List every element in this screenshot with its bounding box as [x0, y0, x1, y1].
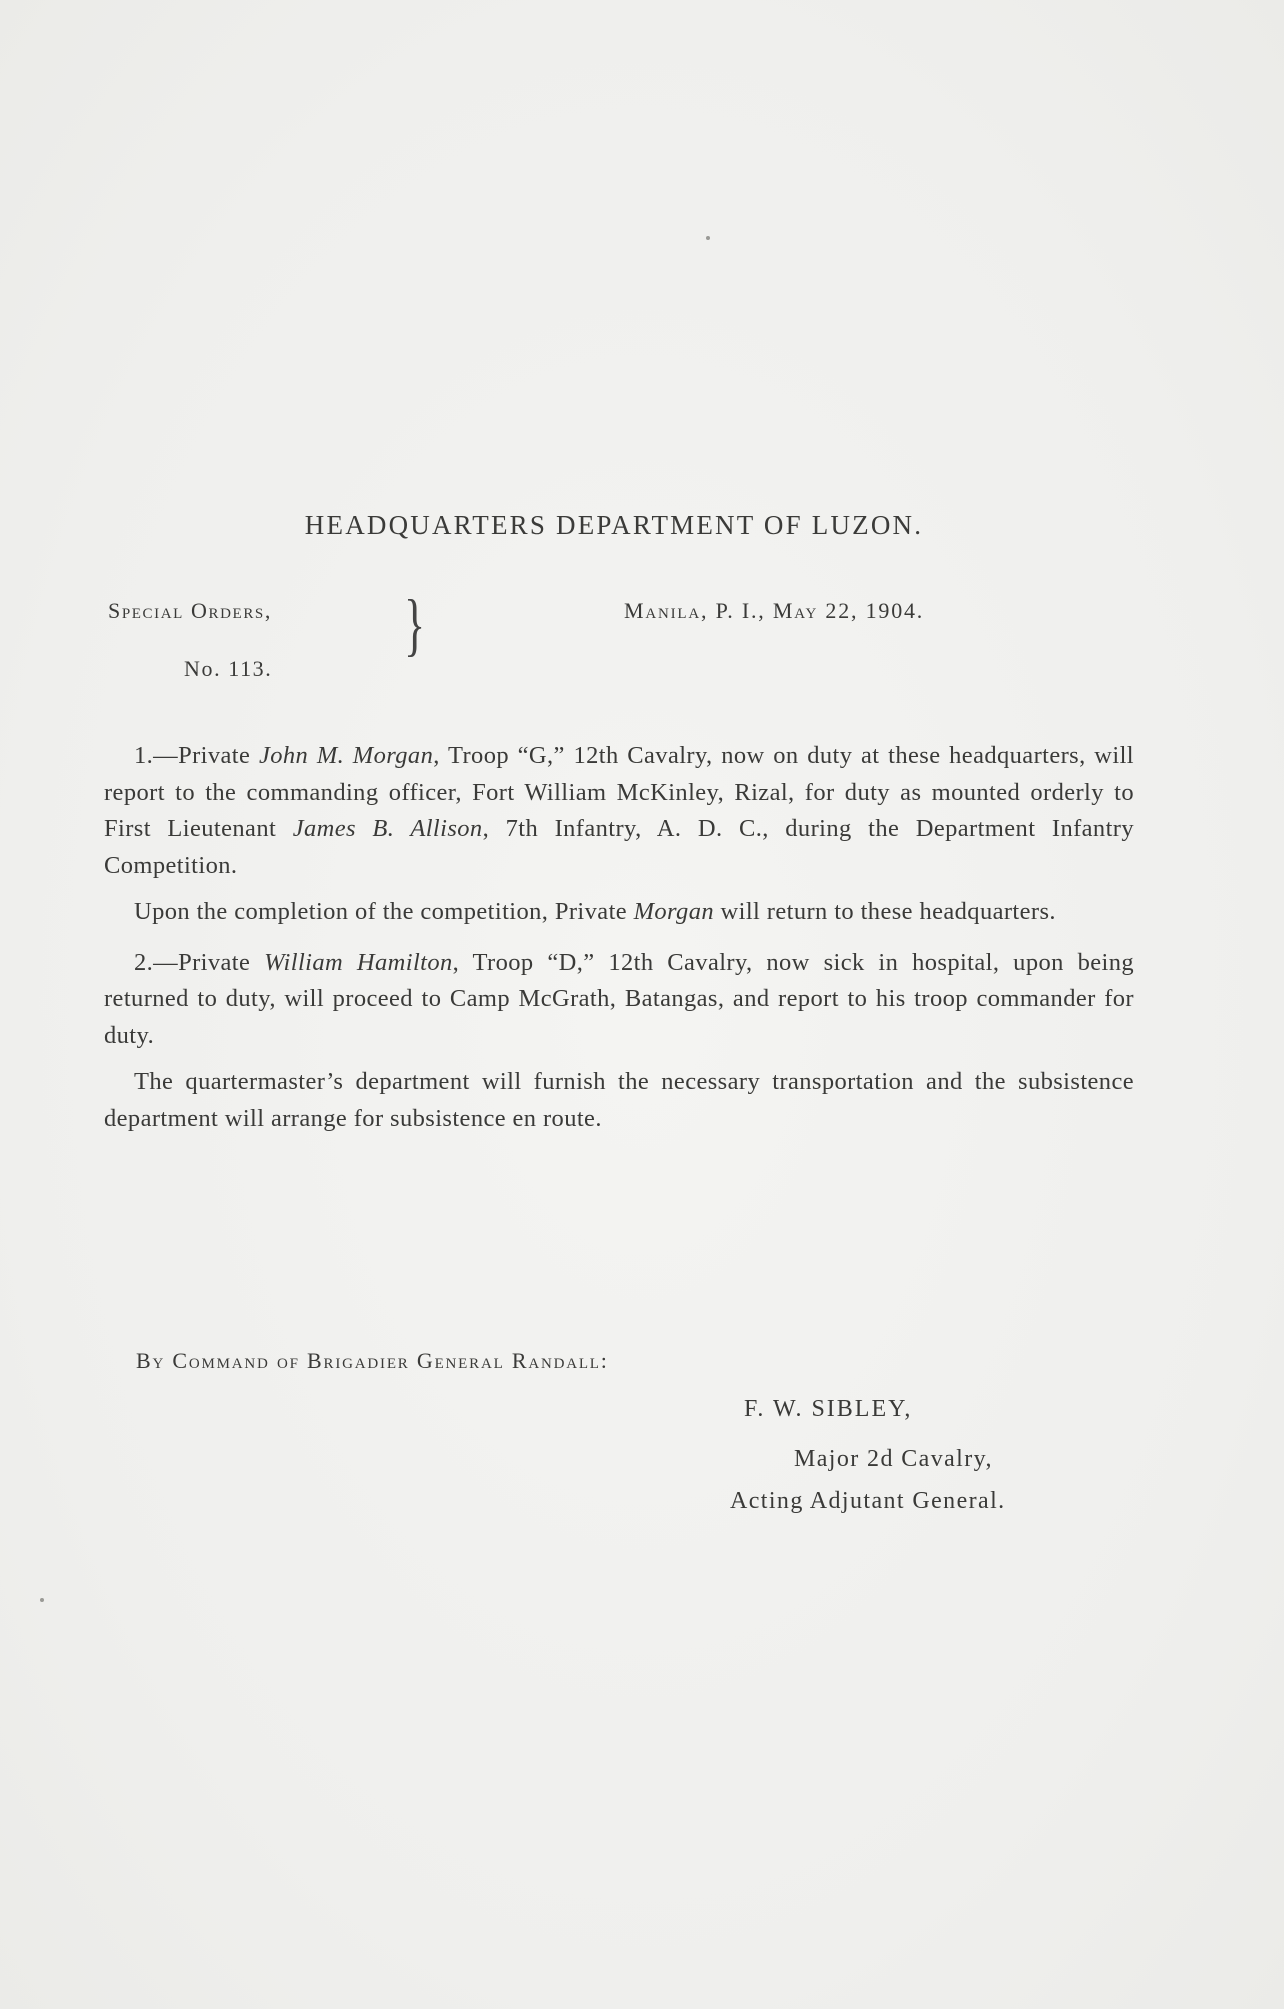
para-prefix: 1.—Private [134, 742, 259, 769]
person-name: William Hamilton [264, 948, 453, 976]
place-date-line [624, 598, 924, 624]
signature-name: F. W. SIBLEY, [744, 1396, 913, 1422]
paper-speck [706, 236, 710, 240]
paragraph-1b [104, 894, 1134, 931]
para-text: , 7th Infantry, A. D. C., during the Department Infantry Competition. [104, 815, 1134, 879]
paragraph-2b [104, 1064, 1134, 1137]
para-text: The quartermaster’s department will furnish the necessary transportation and the subsistence department will arrange for subsistence en route. [104, 1068, 1134, 1132]
command-line: By Command of Brigadier General Randall: [136, 1348, 609, 1373]
para-text: Upon the completion of the competition, Private [134, 898, 634, 925]
para-text: , Troop “D,” 12th Cavalry, now sick in hospital, upon being returned to duty, will proceed to Camp McGrath, Batangas, and report to his troop commander for duty. [104, 948, 1135, 1049]
paper-speck [40, 1598, 44, 1602]
para-text: , Troop “G,” 12th Cavalry, now on duty at these headquarters, will report to the commanding officer, Fort William McKinley, Rizal, for duty as mounted orderly to First Lieutenant [104, 742, 1135, 842]
person-name: Morgan [633, 898, 715, 925]
person-name: James B. Allison [292, 815, 483, 842]
para-prefix: 2.—Private [134, 948, 265, 976]
signature-title: Acting Adjutant General. [730, 1488, 1006, 1514]
orders-body [104, 738, 1134, 1151]
signature-rank: Major 2d Cavalry, [794, 1446, 993, 1472]
paragraph-1 [104, 738, 1134, 884]
special-orders-text: Special Orders, [108, 598, 272, 623]
brace-glyph: } [404, 585, 426, 664]
paragraph-2 [104, 945, 1134, 1055]
para-text: will return to these headquarters. [714, 898, 1056, 925]
place-date-text: Manila, P. I., May 22, 1904. [624, 598, 925, 623]
person-name: John M. Morgan [258, 742, 434, 769]
page-title: HEADQUARTERS DEPARTMENT OF LUZON. [304, 510, 924, 540]
order-number: No. 113. [184, 656, 273, 681]
special-orders-label [108, 598, 272, 624]
